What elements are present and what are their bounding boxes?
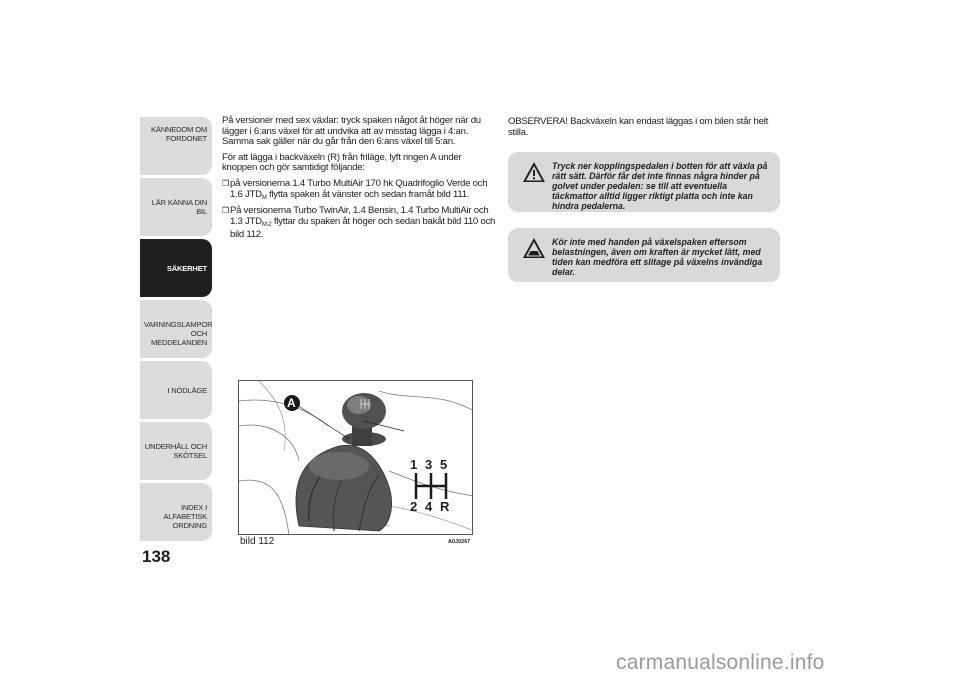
gear-number: 3 (425, 457, 433, 472)
tab-varningslampor[interactable] (140, 300, 212, 358)
list-item (222, 206, 498, 241)
warning-box-pedal (508, 152, 780, 212)
gear-pattern-bottom (410, 499, 455, 514)
gear-number: 2 (410, 499, 418, 514)
paragraph-reverse: För att lägga i backväxeln (R) från friläge, lyft ringen A under knoppen och gör samtidigt följande: (222, 151, 462, 174)
tab-lar-kanna-din-bil[interactable] (140, 178, 212, 236)
paragraph-six-gears: På versioner med sex växlar: tryck spaken något åt höger när du lägger i 6:ans växel för att undvika att av misstag lägga i 4:an. Samma sak gäller när du går från den 6:ans växel till 5:an. (222, 115, 481, 148)
car-caution-icon (522, 237, 546, 259)
left-column (222, 116, 498, 244)
warning-text: Kör inte med handen på växelspaken eftersom belastningen, även om kraften är mycket lätt, med tiden kan medföra ett slitage på växelns invändiga delar. (552, 237, 763, 277)
checkbox-bullet-icon: ❒ (222, 206, 229, 216)
warning-text: Tryck ner kopplingspedalen i botten för att växla på rätt sätt. Därför får det inte finnas några hinder på golvet under pedalen: se till att eventuella täckmattor alltid ligger riktigt platta och inte kan hindra pedalerna. (552, 161, 768, 211)
gear-number: 5 (440, 457, 448, 472)
tab-label-line1: I NÖDLÄGE (167, 385, 207, 395)
figure-code: A0J0267 (448, 539, 471, 545)
tab-label-line1: INDEX I ALFABETISK (163, 503, 207, 521)
tab-label-line1: SÄKERHET (166, 263, 207, 273)
figure-gear-lever (238, 380, 473, 535)
tab-label-line2: OCH MEDDELANDEN (150, 329, 207, 347)
bullet-text: flyttar du spaken åt höger och sedan bakåt bild 110 och bild 112. (230, 215, 496, 241)
observe-note: OBSERVERA! Backväxeln kan endast läggas i om bilen står helt stilla. (508, 116, 768, 138)
tab-label-line2: FORDONET (165, 134, 207, 143)
tab-label-line1: UNDERHÅLL OCH (144, 442, 207, 451)
tab-i-nodlage[interactable] (140, 361, 212, 419)
tab-label-line2: SKÖTSEL (173, 451, 207, 460)
list-item (222, 179, 498, 203)
subscript: M (261, 194, 267, 201)
gear-number: 1 (410, 457, 418, 472)
bullet-text: på versionerna 1.4 Turbo MultiAir 170 hk Quadrifoglio Verde och 1.6 JTD (230, 177, 488, 200)
tab-index[interactable] (140, 483, 212, 541)
warning-box-gear-lever (508, 228, 780, 282)
warning-triangle-icon (522, 161, 546, 183)
tab-underhall-och-skotsel[interactable] (140, 422, 212, 480)
checkbox-bullet-icon: ❒ (222, 178, 229, 188)
tab-label-line1: KÄNNEDOM OM (150, 125, 207, 134)
label-a: A (287, 396, 296, 410)
watermark: carmanualsonline.info (616, 651, 825, 674)
gear-number: R (440, 499, 450, 514)
bullet-text: På versionerna Turbo TwinAir, 1.4 Bensin, 1.4 Turbo MultiAir och 1.3 JTD (230, 205, 489, 227)
figure-caption: bild 112 (240, 536, 275, 547)
tab-label-line2: ORDNING (172, 521, 207, 530)
right-column (508, 116, 788, 282)
tab-sakerhet[interactable] (140, 239, 212, 297)
tab-kannedom-om-fordonet[interactable] (140, 117, 212, 175)
gear-number: 4 (425, 499, 433, 514)
bullet-text: flytta spaken åt vänster och sedan framåt bild 111. (266, 188, 470, 200)
tab-label-line1: LÄR KÄNNA DIN BIL (151, 198, 207, 216)
gear-pattern-top (410, 457, 455, 472)
subscript: M-2 (261, 221, 272, 228)
tab-label-line1: VARNINGSLAMPOR (144, 320, 213, 329)
page-number: 138 (142, 547, 171, 566)
